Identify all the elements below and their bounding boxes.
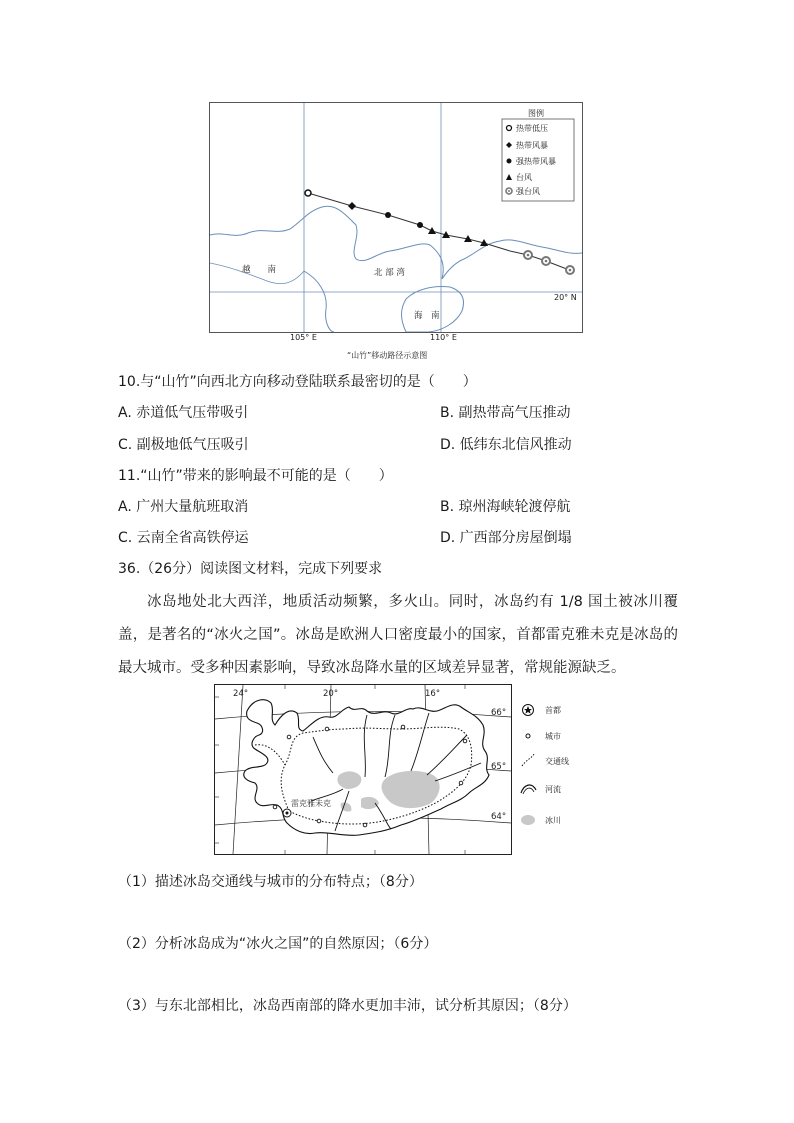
legend-label-typhoon: 台风 <box>516 173 532 182</box>
iceland-map-svg <box>215 685 511 854</box>
label-gulf: 北 部 湾 <box>374 268 405 278</box>
q10-option-a: A. 赤道低气压带吸引 <box>118 405 249 421</box>
label-hainan: 海 南 <box>414 311 440 321</box>
map1-caption: “山竹”移动路径示意图 <box>347 351 428 360</box>
q11-option-c: C. 云南全省高铁停运 <box>118 530 249 546</box>
legend-label-depression: 热带低压 <box>516 124 548 133</box>
tropical-depression-marker <box>305 190 311 196</box>
severe-storm-marker <box>385 212 391 218</box>
road-icon <box>522 754 534 766</box>
q36-sub1: （1）描述冰岛交通线与城市的分布特点；（8分） <box>118 874 423 890</box>
lon110-label: 110° E <box>430 333 457 342</box>
lon-label-24: 24° <box>233 689 249 699</box>
coastline-vietnam <box>304 271 334 332</box>
iceland-outline <box>244 700 489 836</box>
typhoon-track-line <box>308 193 572 271</box>
lat-label-65: 65° <box>491 762 507 772</box>
legend-road: 交通线 <box>545 757 569 766</box>
capital-star-icon <box>523 705 534 716</box>
q36-sub3: （3）与东北部相比，冰岛西南部的降水更加丰沛，试分析其原因；（8分） <box>118 998 577 1014</box>
legend-label-storm: 热带风暴 <box>516 141 548 150</box>
typhoon-marker <box>428 227 436 234</box>
lon-label-20: 20° <box>323 689 339 699</box>
super-typhoon-marker <box>524 251 532 259</box>
typhoon-track-map <box>209 102 583 333</box>
lon105-label: 105° E <box>290 333 317 342</box>
tropical-storm-marker <box>348 202 356 210</box>
lat-label-64: 64° <box>491 812 507 822</box>
q10-option-b: B. 副热带高气压推动 <box>440 405 571 421</box>
q36-sub2: （2）分析冰岛成为“冰火之国”的自然原因；（6分） <box>118 936 438 952</box>
q11-option-d: D. 广西部分房屋倒塌 <box>440 530 572 546</box>
glacier-icon <box>521 815 535 825</box>
q10-stem: 10.与“山竹”向西北方向移动登陆联系最密切的是（ ） <box>118 374 477 390</box>
label-lat20: 20° N <box>554 293 577 302</box>
q36-stem: 36.（26分）阅读图文材料，完成下列要求 <box>118 561 383 577</box>
lon-label-16: 16° <box>425 689 441 699</box>
severe-storm-marker <box>417 222 423 228</box>
q10-option-c: C. 副极地低气压吸引 <box>118 437 249 453</box>
iceland-legend-svg <box>518 698 598 838</box>
dot-icon <box>507 159 512 164</box>
city-dot-icon <box>526 734 530 738</box>
capital-label: 雷克雅未克 <box>291 799 331 808</box>
q11-option-b: B. 琼州海峡轮渡停航 <box>440 499 571 515</box>
iceland-map <box>214 684 512 855</box>
label-vietnam: 越 南 <box>242 265 277 275</box>
hainan-island <box>402 287 464 333</box>
q10-option-d: D. 低纬东北信风推动 <box>440 437 572 453</box>
open-circle-icon <box>507 126 512 131</box>
super-typhoon-marker <box>542 257 550 265</box>
q11-option-a: A. 广州大量航班取消 <box>118 499 249 515</box>
river-icon-inner <box>523 788 534 794</box>
iceland-legend <box>518 698 598 838</box>
super-typhoon-marker <box>566 266 574 274</box>
lat-label-66: 66° <box>491 708 507 718</box>
typhoon-map-svg <box>210 103 582 332</box>
legend-city: 城市 <box>545 732 561 741</box>
legend-title: 图例 <box>528 109 544 118</box>
legend-glacier: 冰川 <box>545 816 561 825</box>
legend-label-super-typhoon: 强台风 <box>516 187 540 196</box>
legend-capital: 首都 <box>545 706 561 715</box>
q36-material: 冰岛地处北大西洋，地质活动频繁，多火山。同时，冰岛约有 1/8 国土被冰川覆盖，是著名的“冰火之国”。冰岛是欧洲人口密度最小的国家，首都雷克雅未克是冰岛的最大城市。受多种因素影响，导致冰岛降水量的区域差异显著，常规能源缺乏。 <box>118 594 678 676</box>
q11-stem: 11.“山竹”带来的影响最不可能的是（ ） <box>118 468 393 484</box>
meridian-24 <box>233 685 243 854</box>
legend-label-severe-storm: 强热带风暴 <box>516 157 556 166</box>
capital-marker <box>283 809 291 817</box>
legend-river: 河流 <box>545 785 561 794</box>
spiral-icon <box>506 188 512 194</box>
